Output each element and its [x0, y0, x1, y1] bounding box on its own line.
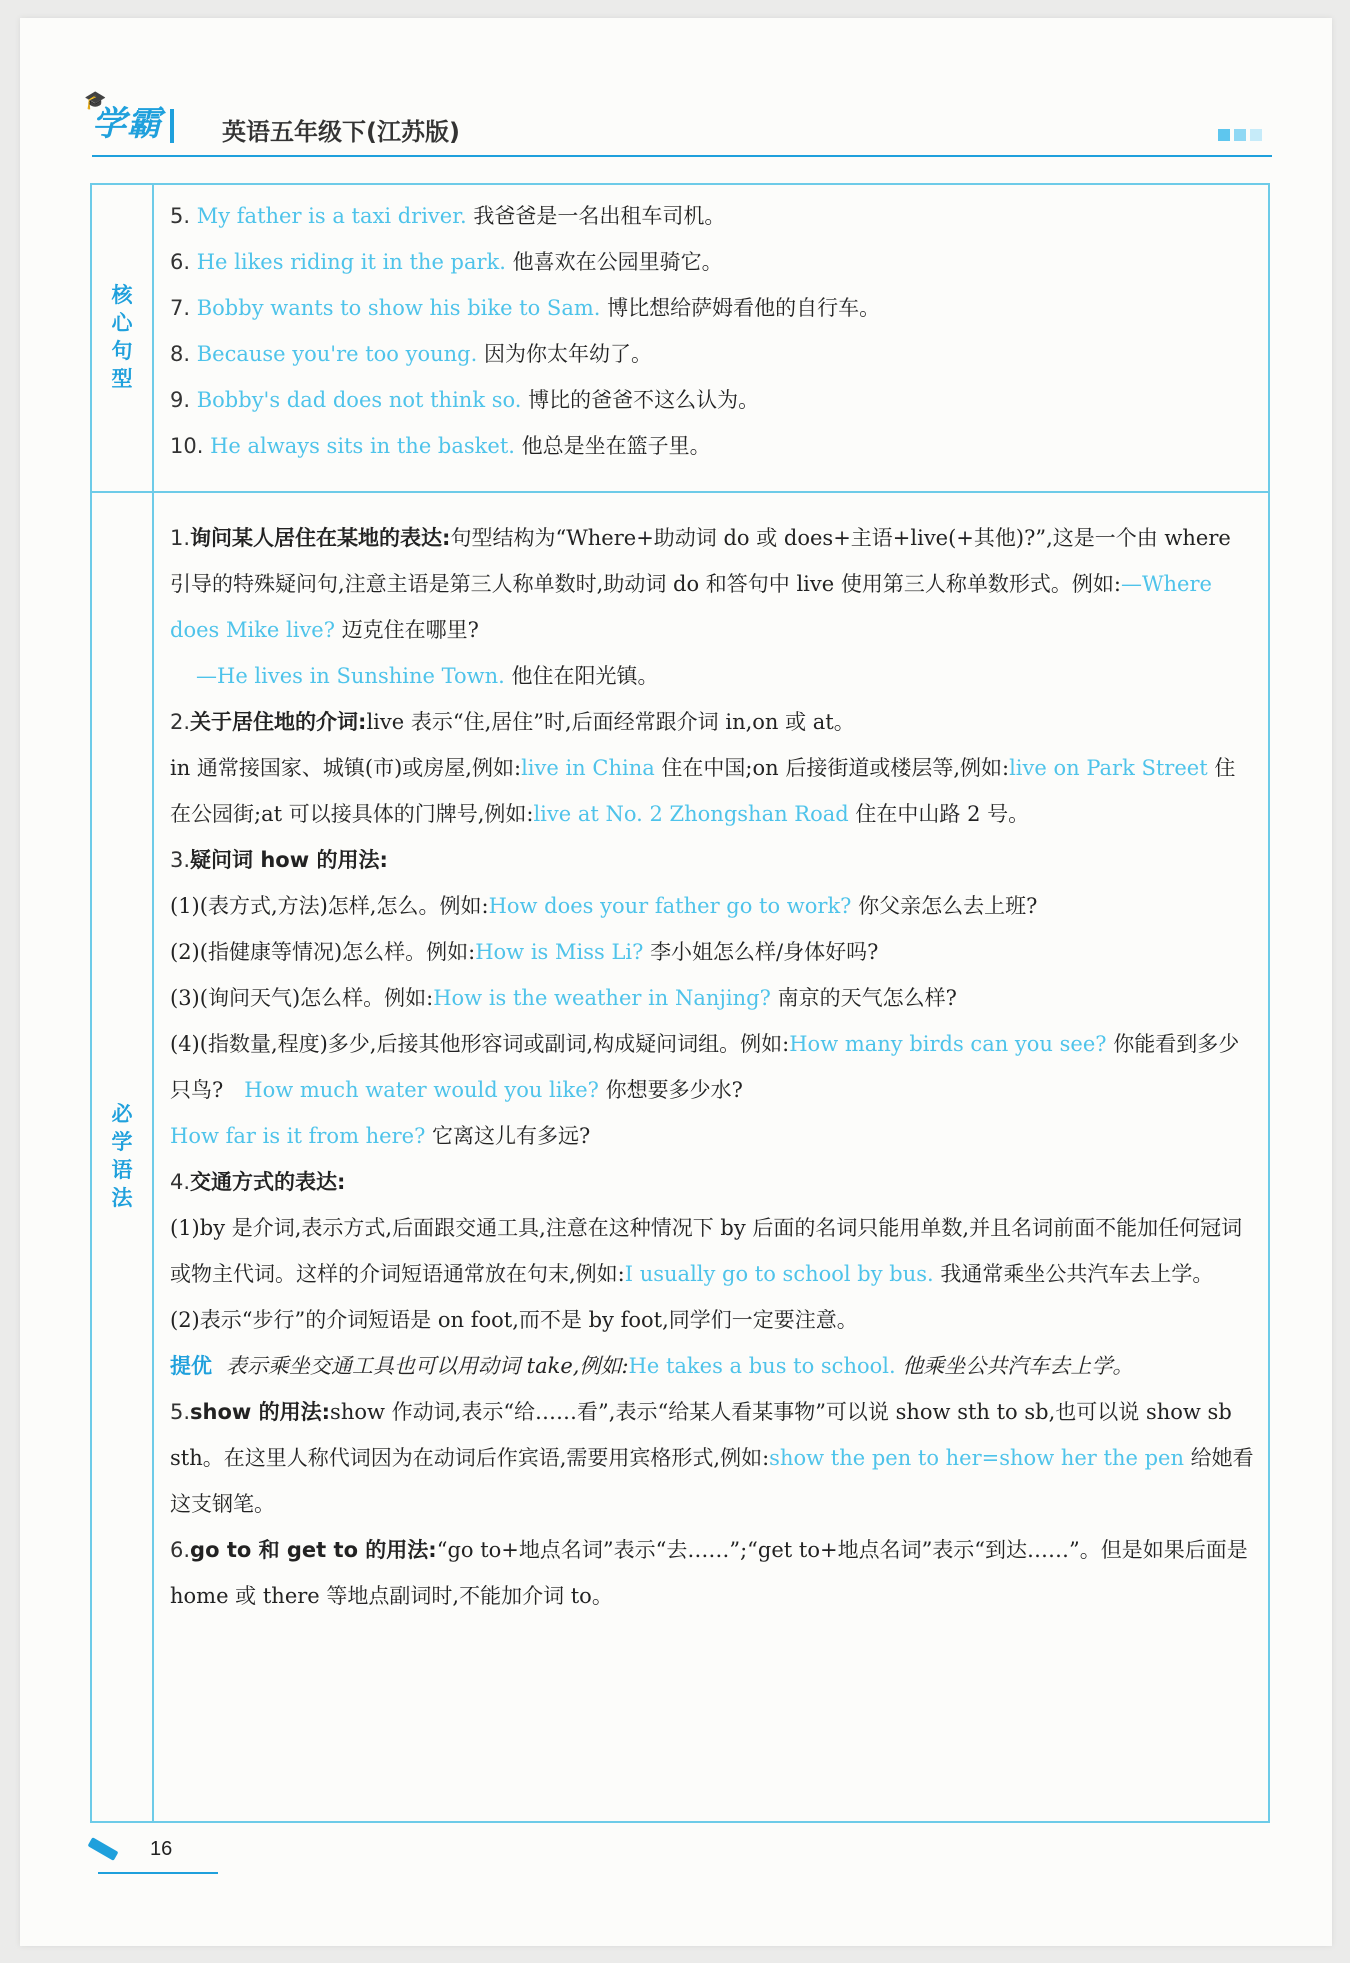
- frame-vertical-divider: [152, 185, 154, 1821]
- pencil-icon: [88, 1837, 119, 1861]
- decorative-squares-icon: [1214, 126, 1262, 145]
- page-number: 16: [150, 1838, 173, 1860]
- page-footer: [88, 1838, 228, 1878]
- grammar-point-5: 5.show 的用法:show 作动词,表示“给……看”,表示“给某人看某事物”可以说 show sth to sb,也可以说 show sb sth。在这里人称代词因为在动词后作宾语,需要用宾格形式,例如:show the pen to her=show her the pen 给她看这支钢笔。: [170, 1400, 1254, 1516]
- frame-horizontal-divider: [92, 491, 1268, 493]
- core-sentences-list: [170, 193, 1256, 469]
- brand-logo: [84, 90, 174, 154]
- grammar-point-2: 2.关于居住地的介词:live 表示“住,居住”时,后面经常跟介词 in,on 或 at。 in 通常接国家、城镇(市)或房屋,例如:live in China 住在中国;on 后接街道或楼层等,例如:live on Park Street 住在公园街;at 可以接具体的门牌号,例如:live at No. 2 Zhongshan Road 住在中山路 2 号。: [170, 710, 1236, 826]
- grammar-point-4: 4.交通方式的表达: (1)by 是介词,表示方式,后面跟交通工具,注意在这种情况下 by 后面的名词只能用单数,并且名词前面不能加任何冠词或物主代词。这样的介词短语通常放在句末,例如:I usually go to school by bus. 我通常乘坐公共汽车去上学。 (2)表示“步行”的介词短语是 on foot,而不是 by foot,同学们一定要注意。 提优 表示乘坐交通工具也可以用动词 take,例如:He takes a bus to school. 他乘坐公共汽车去上学。: [170, 1170, 1243, 1378]
- logo-bar: [170, 109, 174, 143]
- grammar-point-6: 6.go to 和 get to 的用法:“go to+地点名词”表示“去……”;“get to+地点名词”表示“到达……”。但是如果后面是 home 或 there 等地点副词时,不能加介词 to。: [170, 1538, 1248, 1608]
- grammar-point-3: 3.疑问词 how 的用法: (1)(表方式,方法)怎样,怎么。例如:How does your father go to work? 你父亲怎么去上班? (2)(指健康等情况)怎么样。例如:How is Miss Li? 李小姐怎么样/身体好吗? (3)(询问天气)怎么样。例如:How is the weather in Nanjing? 南京的天气怎么样? (4)(指数量,程度)多少,后接其他形容词或副词,构成疑问词组。例如:How many birds can you see? 你能看到多少只鸟? How much water would you like? 你想要多少水? How far is it from here? 它离这儿有多远?: [170, 848, 1240, 1148]
- book-title: 英语五年级下(江苏版): [222, 118, 460, 146]
- section-label-core-sentences: 核 心 句 型: [111, 283, 133, 391]
- graduation-cap-icon: 🎓: [84, 90, 108, 111]
- header-rule: [92, 155, 1272, 157]
- grammar-notes: [170, 515, 1256, 1619]
- logo-text: 学霸: [92, 104, 162, 144]
- list-item: 9. Bobby's dad does not think so. 博比的爸爸不这么认为。: [170, 388, 760, 412]
- list-item: 10. He always sits in the basket. 他总是坐在篮子里。: [170, 434, 711, 458]
- list-item: 6. He likes riding it in the park. 他喜欢在公园里骑它。: [170, 250, 723, 274]
- tip-label: 提优: [170, 1354, 212, 1378]
- footer-rule: [98, 1872, 218, 1874]
- page-header: [72, 90, 1272, 156]
- content-frame: [90, 183, 1270, 1823]
- list-item: 8. Because you're too young. 因为你太年幼了。: [170, 342, 652, 366]
- list-item: 5. My father is a taxi driver. 我爸爸是一名出租车司机。: [170, 204, 726, 228]
- section-label-grammar: 必 学 语 法: [111, 1102, 133, 1210]
- list-item: 7. Bobby wants to show his bike to Sam. 博比想给萨姆看他的自行车。: [170, 296, 881, 320]
- grammar-point-1: 1.询问某人居住在某地的表达:句型结构为“Where+助动词 do 或 does+主语+live(+其他)?”,这是一个由 where 引导的特殊疑问句,注意主语是第三人称单数时,助动词 do 和答句中 live 使用第三人称单数形式。例如:—Where does Mike live? 迈克住在哪里? —He lives in Sunshine Town. 他住在阳光镇。: [170, 526, 1231, 688]
